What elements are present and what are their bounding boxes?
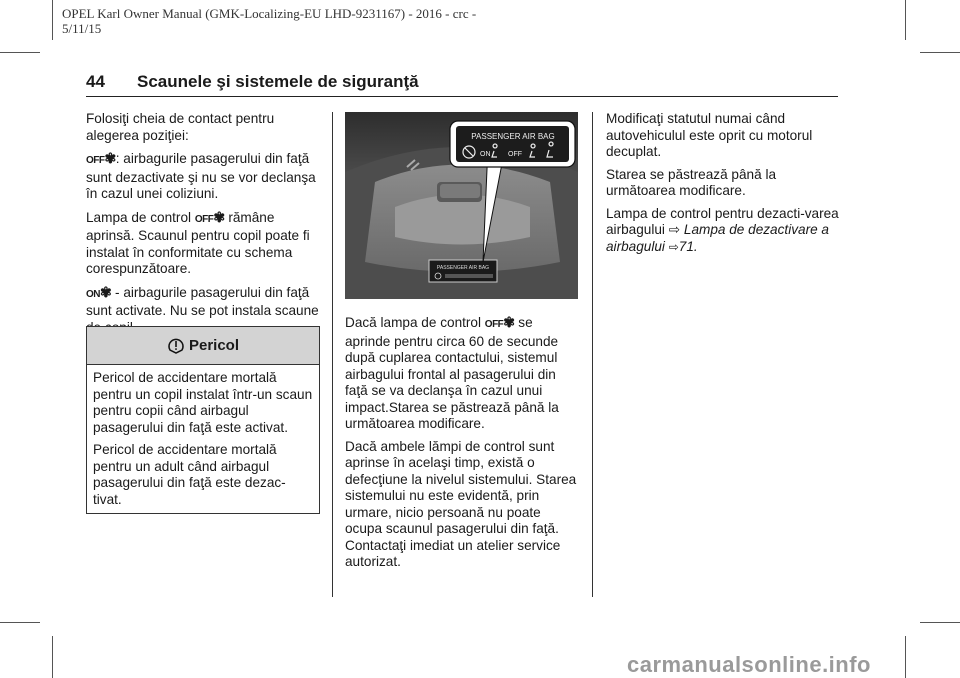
watermark: carmanualsonline.info <box>627 652 871 677</box>
paragraph: ON✾ - airbagurile pasagerului din faţă sunt activate. Nu se pot instala scaune <box>86 283 319 318</box>
crop-mark <box>0 52 40 53</box>
page-heading <box>86 72 838 97</box>
airbag-off-icon: OFF✾ <box>86 150 116 166</box>
paragraph: Lampa de control pentru dezacti-varea airbagului ⇨ Lampa de dezactivare a airbagului ⇨71. <box>606 205 839 254</box>
crop-mark <box>920 622 960 623</box>
print-header <box>62 6 522 36</box>
middle-column <box>345 314 581 577</box>
cross-reference-icon: ⇨ <box>668 222 684 237</box>
page-title: Scaunele şi sistemele de siguranţă <box>137 72 419 91</box>
crop-mark <box>52 0 53 40</box>
paragraph: Folosiţi cheia de contact pentru alegerea poziţiei: <box>86 111 275 143</box>
left-column <box>86 111 322 342</box>
paragraph: Dacă lampa de control OFF✾ se aprinde pentru circa 60 de secunde după cuplarea contactului, sistemul airbagului frontal al pasagerului din faţă se va declanşa în cazul unui impact.Starea se păstrează până la următoarea modificare. <box>345 314 559 431</box>
zoom-on-label: ON <box>480 151 491 158</box>
right-column <box>606 111 842 261</box>
paragraph: OFF✾: airbagurile pasagerului din faţă sunt dezactivate şi nu se vor declanşa în cazul unei coliziuni. <box>86 150 316 201</box>
page-reference-icon: ⇨ <box>668 239 679 254</box>
paragraph: Pericol de accidentare mortală pentru un copil instalat într-un scaun pentru copii când airbagul pasagerului din faţă este activat. <box>93 370 313 435</box>
warning-icon <box>167 337 185 355</box>
paragraph: Pericol de accidentare mortală pentru un adult când airbagul pasagerului din faţă este dezac-tivat. <box>93 442 286 507</box>
paragraph: Modificaţi statutul numai când autovehiculul este oprit cu motorul decuplat. <box>606 111 813 159</box>
crop-mark <box>52 636 53 678</box>
crop-mark <box>920 52 960 53</box>
column-divider <box>592 112 593 597</box>
airbag-indicator-photo <box>345 112 578 299</box>
airbag-off-icon: OFF✾ <box>194 208 225 225</box>
column-divider <box>332 112 333 597</box>
paragraph: Dacă ambele lămpi de control sunt aprinse în acelaşi timp, există o defecţiune la nivelul sistemului. Starea sistemului nu este evidentă, prin urmare, nicio persoană nu poate ocupa scaunul pasagerului din faţă. Contactaţi imediat un atelier service autorizat. <box>345 438 577 569</box>
crop-mark <box>0 622 40 623</box>
print-header-line: OPEL Karl Owner Manual (GMK-Localizing-EU LHD-9231167) - 2016 - crc - <box>62 6 477 21</box>
danger-box <box>86 326 320 514</box>
print-header-date: 5/11/15 <box>62 21 102 36</box>
crop-mark <box>905 0 906 40</box>
airbag-deactivation-link[interactable]: Lampa de dezactivare a airbagului <box>606 222 829 254</box>
paragraph: Starea se păstrează până la următoarea modificare. <box>606 166 777 198</box>
danger-body <box>87 365 319 508</box>
airbag-off-icon: OFF✾ <box>484 314 515 330</box>
airbag-on-icon: ON✾ <box>86 283 112 300</box>
small-panel-label: PASSENGER AIR BAG <box>436 265 490 271</box>
zoom-panel-label: PASSENGER AIR BAG <box>471 132 555 141</box>
paragraph: Lampa de control OFF✾ rămâne aprinsă. Scaunul pentru copil poate fi instalat în conformitate cu schema corespunzătoare. <box>86 208 310 276</box>
zoom-off-label: OFF <box>508 151 522 158</box>
danger-heading <box>87 327 319 365</box>
page-reference[interactable]: 71 <box>678 238 694 254</box>
danger-heading-text: Pericol <box>188 337 240 354</box>
page-number: 44 <box>86 72 105 91</box>
crop-mark <box>905 636 906 678</box>
